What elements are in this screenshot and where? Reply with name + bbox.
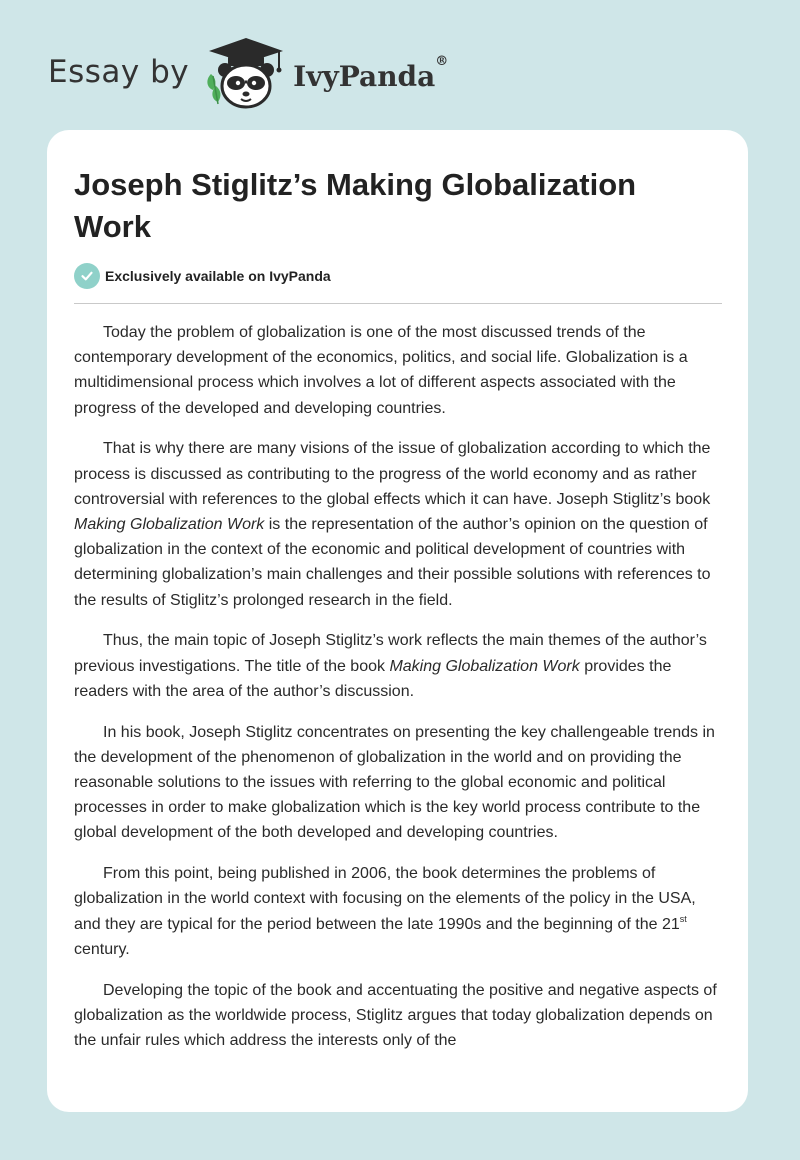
paragraph xyxy=(74,861,726,962)
exclusive-badge-label: Exclusively available on IvyPanda xyxy=(105,268,331,284)
paragraph-text: That is why there are many visions of the issue of globalization according to which the process is discussed as contributing to the progress of the world economy and as rather controversial with references to the global effects which it can have. Joseph Stiglitz’s book xyxy=(74,440,711,508)
essay-by-label: Essay by xyxy=(48,54,190,90)
essay-body xyxy=(74,320,726,1069)
essay-card xyxy=(47,130,748,1112)
panda-graduate-icon[interactable] xyxy=(203,34,289,110)
paragraph: Today the problem of globalization is one of the most discussed trends of the contemporary development of the economics, politics, and social life. Globalization is a multidimensional process which involves a lot of different aspects associated with the progress of the developed and developing countries. xyxy=(74,324,688,417)
site-header xyxy=(48,34,448,110)
book-title: Making Globalization Work xyxy=(74,516,265,534)
book-title: Making Globalization Work xyxy=(389,657,580,675)
brand-label: IvyPanda xyxy=(293,59,436,93)
page-title: Joseph Stiglitz’s Making Globalization Work xyxy=(74,167,637,244)
paragraph: In his book, Joseph Stiglitz concentrates on presenting the key challengeable trends in the development of the phenomenon of globalization in the world and on providing the reasonable solutions to the issues with referring to the global economic and political processes in order to make globalization which is the key world process contribute to the global development of the both developed and developing countries. xyxy=(74,723,715,842)
paragraph-text: century. xyxy=(74,940,130,958)
paragraph-text: is the representation of the author’s opinion on the question of globalization in the context of the economic and political development of countries with determining globalization’s main challenges and their possible solutions with references to the results of Stiglitz’s prolonged research in the field. xyxy=(74,516,711,609)
paragraph-text: Thus, the main topic of Joseph Stiglitz’s work reflects the main themes of the author’s previous investigations. The title of the book xyxy=(74,632,707,675)
brand-name[interactable] xyxy=(293,54,449,93)
registered-mark: ® xyxy=(435,54,449,70)
paragraph: Developing the topic of the book and accentuating the positive and negative aspects of globalization as the worldwide process, Stiglitz argues that today globalization depends on the unfair rules which address the interests only of the xyxy=(74,981,717,1050)
exclusive-badge xyxy=(74,263,331,289)
paragraph-text: provides the readers with the area of the author’s discussion. xyxy=(74,657,672,700)
paragraph xyxy=(74,628,726,704)
check-icon xyxy=(74,263,100,289)
paragraph xyxy=(74,436,726,612)
paragraph-text: From this point, being published in 2006, the book determines the problems of globalization in the world context with focusing on the elements of the policy in the USA, and they are typical for the period between the late 1990s and the beginning of the 21 xyxy=(74,865,696,933)
ordinal-suffix: st xyxy=(679,913,687,924)
divider xyxy=(74,303,722,304)
